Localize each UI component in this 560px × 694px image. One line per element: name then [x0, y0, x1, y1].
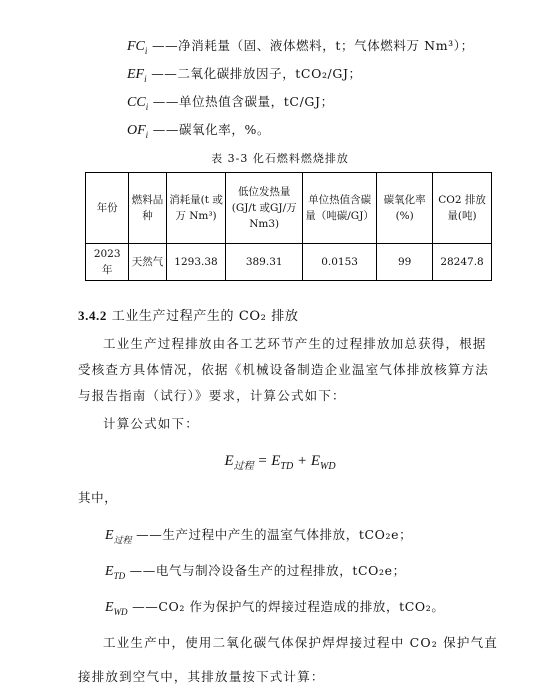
- section-number: 3.4.2: [78, 308, 107, 323]
- definition-e-process: $E_{过程}$ ——生产过程中产生的温室气体排放，tCO₂e；: [105, 527, 413, 545]
- header-carbon-content: 单位热值含碳量（吨碳/GJ）: [302, 173, 376, 244]
- emissions-table: [85, 172, 492, 281]
- cell-oxidation-rate: 99: [377, 244, 433, 281]
- definition-e-wd: $E_{WD}$ ——CO₂ 作为保护气的焊接过程造成的排放，tCO₂。: [105, 599, 445, 617]
- cell-year: 2023 年: [86, 244, 129, 281]
- table-row: [86, 244, 492, 281]
- definition-fc: $FC_i$ ——净消耗量（固、液体燃料，t；气体燃料万 Nm³）；: [127, 38, 474, 56]
- header-co2-emission: CO2 排放量(吨): [433, 173, 492, 244]
- cell-co2-emission: 28247.8: [433, 244, 492, 281]
- header-fuel-type: 燃料品种: [129, 173, 166, 244]
- cell-carbon-content: 0.0153: [302, 244, 376, 281]
- where-label: 其中，: [78, 490, 118, 505]
- table-caption: 表 3-3 化石燃料燃烧排放: [211, 152, 349, 165]
- definition-e-td: $E_{TD}$ ——电气与制冷设备生产的过程排放，tCO₂e；: [105, 563, 406, 581]
- formula-intro: 计算公式如下：: [103, 416, 199, 431]
- table-header-row: [86, 173, 492, 244]
- header-year: 年份: [86, 173, 129, 244]
- definition-cc: $CC_i$ ——单位热值含碳量，tC/GJ；: [127, 94, 334, 112]
- header-consumption: 消耗量(t 或万 Nm³): [166, 173, 226, 244]
- cell-consumption: 1293.38: [166, 244, 226, 281]
- section-heading: [78, 305, 298, 324]
- section-title: 工业生产过程产生的 CO₂ 排放: [111, 309, 299, 324]
- cell-fuel-type: 天然气: [129, 244, 166, 281]
- formula: $E_{过程} = E_{TD} + E_{WD}$: [224, 453, 336, 472]
- header-heating-value: 低位发热量(GJ/t 或GJ/万Nm3): [226, 173, 302, 244]
- paragraph-co2-welding: 工业生产中，使用二氧化碳气体保护焊焊接过程中 CO₂ 保护气直接排放到空气中，其排放量按下式计算：: [78, 635, 498, 684]
- cell-heating-value: 389.31: [226, 244, 302, 281]
- definition-of: $OF_i$ ——碳氧化率，%。: [127, 122, 271, 140]
- header-oxidation-rate: 碳氧化率(%): [377, 173, 433, 244]
- definition-ef: $EF_i$ ——二氧化碳排放因子，tCO₂/GJ；: [127, 66, 362, 84]
- paragraph-process-emissions: 工业生产过程排放由各工艺环节产生的过程排放加总获得，根据受核查方具体情况，依据《机械设备制造企业温室气体排放核算方法与报告指南（试行）》要求，计算公式如下：: [78, 336, 490, 403]
